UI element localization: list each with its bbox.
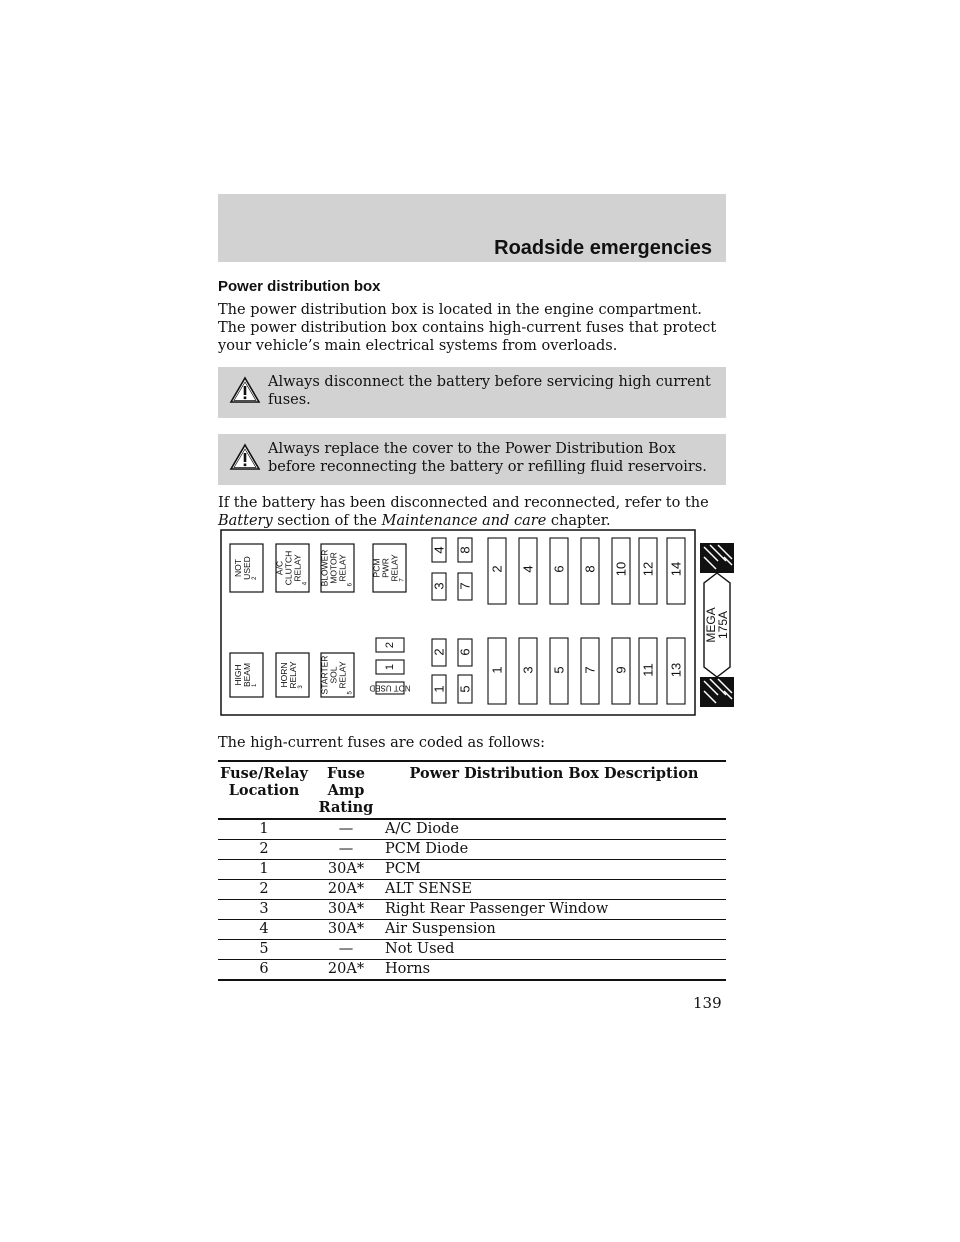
relay-number: 2 [252, 576, 258, 580]
relay-number: 6 [347, 583, 354, 587]
relay-label-line: PCM [371, 558, 382, 578]
mega-fuse-label-line: MEGA [704, 607, 718, 643]
power-distribution-box-diagram [218, 527, 740, 731]
cell-location: 1 [259, 861, 269, 877]
cell-description: A/C Diode [385, 821, 459, 837]
relay-number: 7 [399, 578, 406, 582]
cell-amp: 20A* [327, 881, 365, 897]
table-intro: The high-current fuses are coded as follows: [218, 735, 546, 751]
relay-label-line: NOT [233, 559, 243, 577]
table-header-row [218, 761, 726, 819]
warning-triangle-icon [229, 376, 261, 404]
maxi-fuse-label: 12 [640, 561, 656, 577]
maxi-fuse-label: 11 [640, 663, 656, 677]
maxi-fuse-label: 9 [613, 666, 629, 674]
maxi-fuse-label: 8 [582, 565, 598, 573]
relay-pcm-pwr-label [373, 554, 406, 581]
table-row [218, 900, 726, 920]
mini-fuse-label: 1 [431, 685, 447, 693]
chapter-ref: Maintenance and care [381, 513, 547, 529]
cell-location: 4 [259, 921, 269, 937]
page-header-bar [218, 194, 726, 262]
relay-high-beam-label [234, 663, 258, 687]
cell-amp: 30A* [327, 861, 365, 877]
diode-not-used-label: NOT USED [369, 683, 411, 693]
relay-label-line: BEAM [242, 662, 252, 688]
column-header-location: Fuse/Relay Location [220, 765, 308, 799]
relay-number: 4 [302, 581, 309, 586]
mega-fuse-label [705, 607, 729, 642]
mini-fuse-label: 2 [431, 648, 447, 656]
fuse-table [218, 760, 726, 981]
maxi-fuse-label: 5 [551, 666, 567, 674]
maxi-fuse-label: 1 [489, 666, 505, 674]
mini-fuse-label: 8 [457, 546, 473, 554]
cell-amp: 30A* [327, 901, 365, 917]
maxi-fuse-label: 14 [668, 561, 684, 577]
warning-text-2: Always replace the cover to the Power Distribution Box before reconnecting the battery or refilling fluid reservoirs. [268, 441, 707, 475]
warning-box-2 [218, 434, 726, 485]
mini-fuse-label: 7 [457, 582, 473, 590]
table-row [218, 860, 726, 880]
warning-triangle-icon [229, 443, 261, 471]
relay-label-line: BLOWER [319, 549, 330, 587]
maxi-fuse-label: 7 [582, 666, 598, 674]
battery-note [218, 494, 726, 530]
relay-number: 3 [298, 685, 304, 689]
cell-description: ALT SENSE [385, 881, 472, 897]
relay-not-used-label [234, 556, 258, 580]
maxi-fuse-label: 13 [668, 662, 684, 678]
page-number: 139 [693, 994, 722, 1012]
section-title: Power distribution box [218, 278, 381, 295]
relay-label-line: USED [242, 556, 252, 580]
cell-amp: — [338, 941, 354, 957]
table-row [218, 940, 726, 960]
relay-ac-clutch-label [276, 551, 309, 585]
diode-1-label: 1 [384, 663, 396, 671]
cell-location: 6 [259, 961, 269, 977]
table-row [218, 840, 726, 860]
relay-label-line: SOL [328, 666, 339, 684]
cell-amp: 30A* [327, 921, 365, 937]
cell-location: 2 [259, 841, 269, 857]
maxi-fuse-label: 6 [551, 565, 567, 573]
maxi-fuse-label: 2 [489, 565, 505, 573]
main-content [218, 278, 726, 530]
relay-number: 1 [252, 683, 258, 688]
warning-box-1 [218, 367, 726, 418]
chapter-title: Roadside emergencies [494, 237, 712, 259]
relay-label-line: STARTER [319, 655, 330, 695]
cell-amp: 20A* [327, 961, 365, 977]
mini-fuse-label: 6 [457, 648, 473, 656]
cell-description: Horns [385, 961, 431, 977]
table-row [218, 920, 726, 940]
cell-location: 5 [259, 941, 269, 957]
table-row [218, 960, 726, 981]
relay-label-line: HIGH [233, 664, 243, 686]
mini-fuse-label: 3 [431, 582, 447, 590]
column-header-description: Power Distribution Box Description [409, 765, 699, 782]
relay-label-line: RELAY [389, 554, 400, 582]
relay-number: 5 [347, 691, 354, 695]
cell-location: 2 [259, 881, 269, 897]
relay-label-line: CLUTCH [283, 550, 294, 586]
cell-description: PCM [385, 861, 421, 877]
maxi-fuse-label: 4 [520, 565, 536, 573]
relay-label-line: HORN [279, 662, 289, 688]
cell-location: 3 [259, 901, 269, 917]
cell-description: Air Suspension [385, 921, 496, 937]
mini-fuse-label: 5 [457, 685, 473, 693]
battery-section-ref: Battery [218, 513, 273, 529]
battery-note-suffix: chapter. [550, 513, 611, 529]
table-row [218, 819, 726, 840]
column-header-amp-rating: Fuse Amp Rating [318, 765, 374, 816]
cell-description: PCM Diode [385, 841, 469, 857]
battery-note-middle: section of the [277, 513, 378, 529]
relay-label-line: PWR [380, 558, 391, 578]
mini-fuse-label: 4 [431, 546, 447, 554]
table-row [218, 880, 726, 900]
relay-blower-motor-label [321, 550, 354, 587]
relay-starter-sol-label [321, 656, 354, 695]
warning-text-1: Always disconnect the battery before servicing high current fuses. [268, 374, 711, 408]
cell-amp: — [338, 821, 354, 837]
cell-description: Not Used [385, 941, 455, 957]
relay-label-line: RELAY [337, 554, 348, 582]
relay-label-line: A/C [274, 560, 285, 576]
relay-label-line: RELAY [292, 554, 303, 582]
battery-note-prefix: If the battery has been disconnected and reconnected, refer to the [218, 495, 709, 511]
relay-horn-label [280, 661, 304, 688]
intro-paragraph: The power distribution box is located in the engine compartment. The power distribution box contains high-current fuses that protect your vehicle’s main electrical systems from overloads. [218, 302, 717, 354]
cell-location: 1 [259, 821, 269, 837]
mega-fuse-label-line: 175A [716, 610, 730, 640]
relay-label-line: RELAY [337, 661, 348, 689]
maxi-fuse-label: 3 [520, 666, 536, 674]
relay-label-line: MOTOR [328, 552, 339, 584]
relay-label-line: RELAY [288, 661, 298, 689]
cell-description: Right Rear Passenger Window [385, 901, 609, 917]
maxi-fuse-label: 10 [613, 561, 629, 577]
diode-2-label: 2 [384, 641, 396, 649]
cell-amp: — [338, 841, 354, 857]
